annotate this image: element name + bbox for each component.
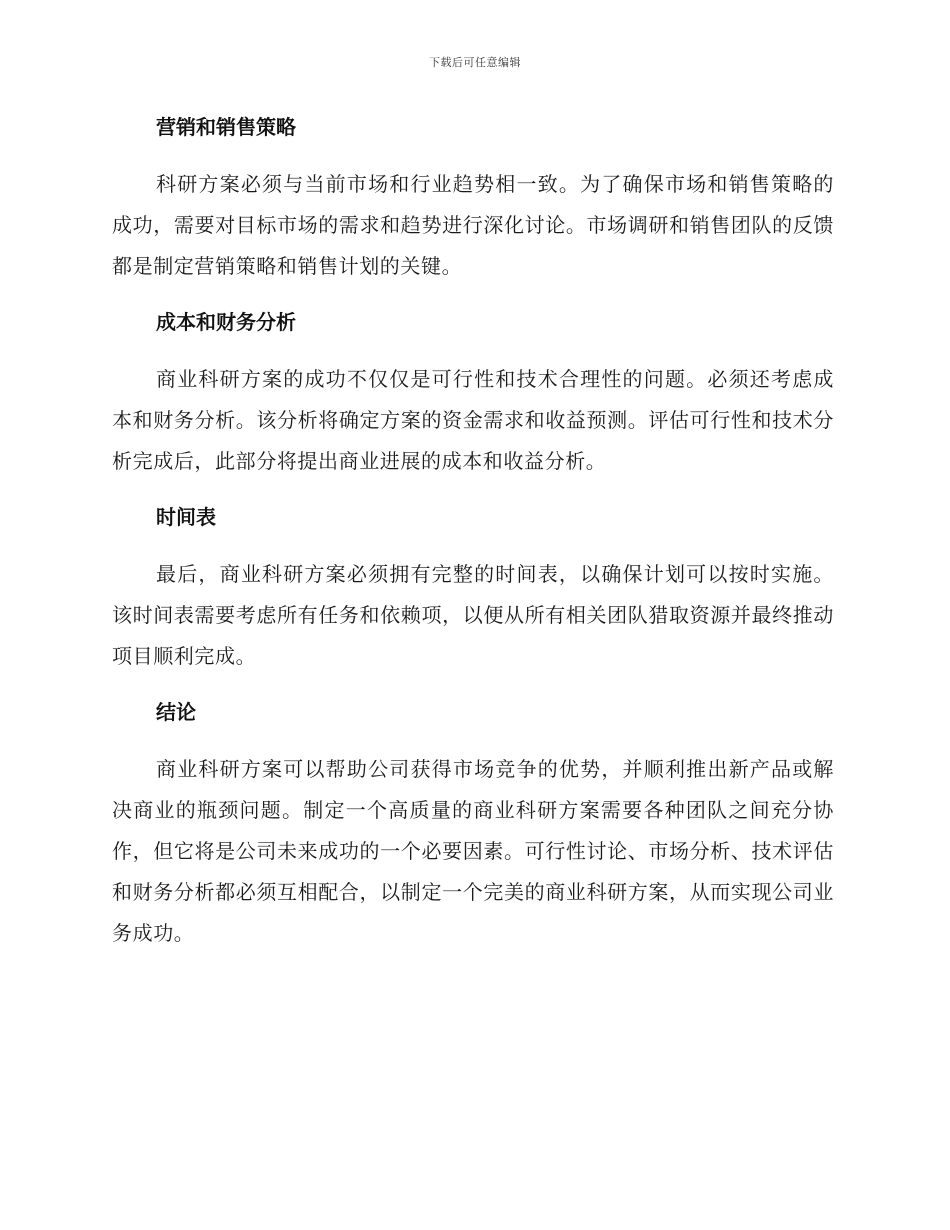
section-paragraph: 科研方案必须与当前市场和行业趋势相一致。为了确保市场和销售策略的成功，需要对目标市场的需求和趋势进行深化讨论。市场调研和销售团队的反馈都是制定营销策略和销售计划的关键。: [112, 172, 834, 278]
section-paragraph: 商业科研方案的成功不仅仅是可行性和技术合理性的问题。必须还考虑成本和财务分析。该分析将确定方案的资金需求和收益预测。评估可行性和技术分析完成后，此部分将提出商业进展的成本和收益分析。: [112, 367, 834, 473]
section-paragraph: 最后，商业科研方案必须拥有完整的时间表，以确保计划可以按时实施。该时间表需要考虑所有任务和依赖项，以便从所有相关团队猎取资源并最终推动项目顺利完成。: [112, 562, 834, 668]
section-heading: 成本和财务分析: [156, 310, 296, 334]
section-paragraph: 商业科研方案可以帮助公司获得市场竞争的优势，并顺利推出新产品或解决商业的瓶颈问题。制定一个高质量的商业科研方案需要各种团队之间充分协作，但它将是公司未来成功的一个必要因素。可行性讨论、市场分析、技术评估和财务分析都必须互相配合，以制定一个完美的商业科研方案，从而实现公司业务成功。: [112, 757, 834, 945]
section-timeline: [112, 500, 834, 677]
document-body: [112, 110, 834, 954]
page-header: 下载后可任意编辑: [429, 56, 521, 69]
section-cost-finance: [112, 305, 834, 482]
section-heading: 结论: [156, 700, 196, 724]
section-heading: 营销和销售策略: [156, 115, 296, 139]
section-conclusion: [112, 695, 834, 954]
section-marketing-sales: [112, 110, 834, 287]
section-heading: 时间表: [156, 505, 216, 529]
